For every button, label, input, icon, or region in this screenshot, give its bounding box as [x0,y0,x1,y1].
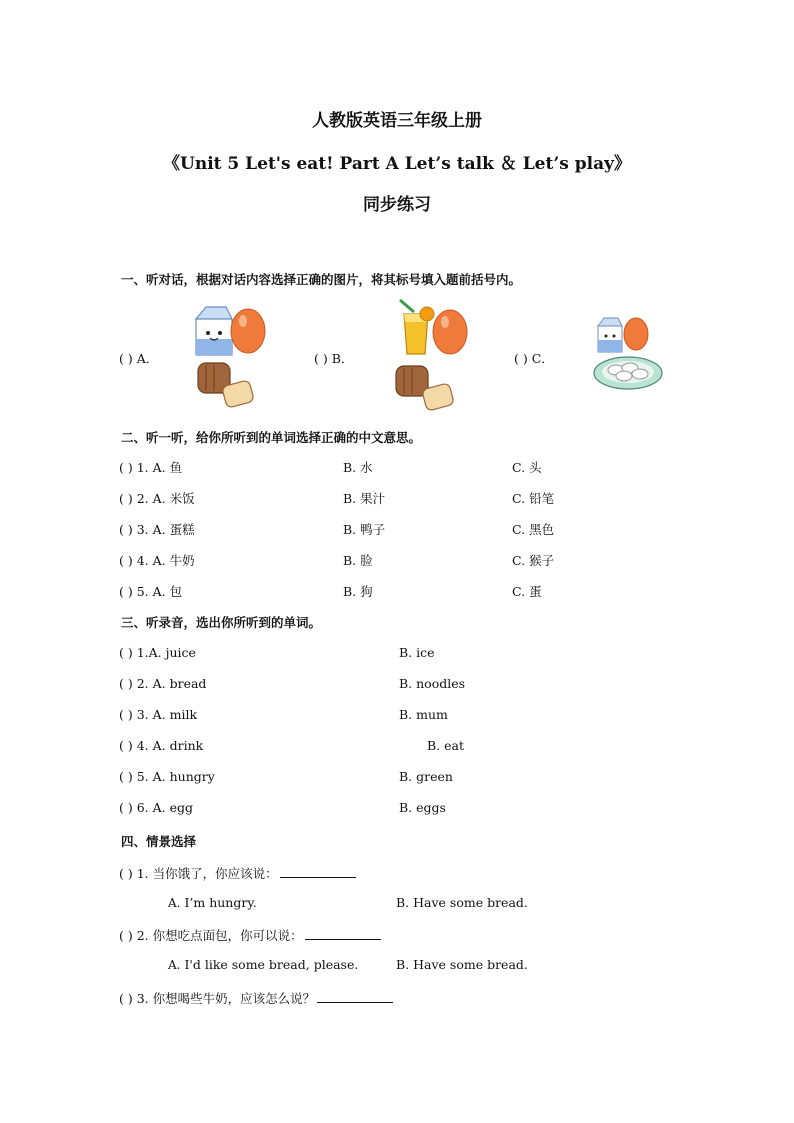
answer-paren[interactable]: ( ) [119,707,133,722]
option-a-text: I’m hungry. [184,895,257,910]
option-a-text: I'd like some bread, please. [184,957,359,972]
option-a [168,895,257,910]
question-text: 3. 你想喝些牛奶，应该怎么说？ [136,991,316,1006]
answer-paren[interactable]: ( ) [119,866,133,881]
option-a: 4. A. drink [136,738,204,753]
question-row [119,458,182,476]
option-b: B. Have some bread. [396,957,528,972]
option-a: 2. A. bread [136,676,207,691]
option-b: B. 果汁 [343,491,386,506]
answer-paren[interactable]: ( ) [119,584,133,599]
question-row [119,926,381,944]
question-row [119,520,195,538]
question-row [119,582,182,600]
question-number: 4. A. [136,553,166,568]
question-number: 2. A. [136,491,166,506]
option-b: B. eat [427,738,465,753]
answer-line[interactable] [280,865,356,878]
option-label: C． [531,351,554,366]
option-c: C. 猴子 [512,553,555,568]
question-text: 2. 你想吃点面包，你可以说： [136,928,303,943]
answer-paren[interactable]: ( ) [119,491,133,506]
option-a: 1.A. juice [136,645,196,660]
question-row [119,738,203,753]
option-b: B. ice [399,645,435,660]
option-a: 蛋糕 [169,522,195,537]
option-c: C. 黑色 [512,522,555,537]
option-a: 6. A. egg [136,800,193,815]
picture-option-c [594,316,666,391]
question-row [119,707,197,722]
question-row [119,489,195,507]
question-row [119,551,195,569]
answer-line[interactable] [317,990,393,1003]
option-b: B. 水 [343,460,373,475]
answer-paren[interactable]: ( ) [119,991,133,1006]
option-c: C. 蛋 [512,584,542,599]
option-b: B. mum [399,707,448,722]
egg-icon [624,318,648,350]
question-row [119,864,356,882]
answer-paren: ( ) [119,351,133,366]
answer-paren[interactable]: ( ) [119,738,133,753]
picture-option-a [192,305,272,410]
answer-paren[interactable]: ( ) [119,676,133,691]
option-a: 5. A. hungry [136,769,215,784]
milk-carton-icon [598,318,622,352]
option-a [168,957,358,972]
question-number: 3. A. [136,522,166,537]
answer-blank-1b[interactable] [314,349,353,367]
answer-paren[interactable]: ( ) [119,800,133,815]
answer-blank-1c[interactable] [514,349,554,367]
option-a: 3. A. milk [136,707,198,722]
answer-paren[interactable]: ( ) [119,928,133,943]
option-a-letter: A. [168,896,181,910]
section-1-heading: 一、听对话，根据对话内容选择正确的图片，将其标号填入题前括号内。 [121,272,522,287]
option-b: B. 狗 [343,584,373,599]
document-title: 人教版英语三年级上册 [312,111,482,131]
bread-icon [198,363,254,408]
option-a: 鱼 [169,460,183,475]
question-number: 1. A. [136,460,166,475]
option-c: C. 铅笔 [512,491,555,506]
answer-paren[interactable]: ( ) [119,460,133,475]
answer-paren: ( ) [314,351,328,366]
question-row [119,645,196,660]
answer-paren[interactable]: ( ) [119,522,133,537]
option-label: B． [331,351,354,366]
option-a-letter: A. [168,958,181,972]
picture-option-b [394,300,474,415]
section-4-heading: 四、情景选择 [121,834,197,849]
answer-blank-1a[interactable] [119,349,158,367]
option-label: A． [136,351,159,366]
option-a: 牛奶 [169,553,195,568]
egg-icon [433,310,467,354]
option-c: C. 头 [512,460,542,475]
question-row [119,769,215,784]
question-number: 5. A. [136,584,166,599]
option-b: B. noodles [399,676,466,691]
answer-line[interactable] [305,927,381,940]
question-row [119,676,206,691]
bread-icon [396,366,454,411]
option-b: B. eggs [399,800,446,815]
milk-carton-icon [196,307,232,355]
answer-paren[interactable]: ( ) [119,553,133,568]
answer-paren: ( ) [514,351,528,366]
document-subtitle: 《Unit 5 Let's eat! Part A Let’s talk ＆ Let’s play》 [163,154,631,174]
question-row [119,989,393,1007]
egg-icon [231,309,265,353]
dumplings-plate-icon [594,357,662,389]
answer-paren[interactable]: ( ) [119,645,133,660]
option-b: B. Have some bread. [396,895,528,910]
option-b: B. green [399,769,453,784]
answer-paren[interactable]: ( ) [119,769,133,784]
question-row [119,800,193,815]
option-a: 包 [169,584,183,599]
question-text: 1. 当你饿了，你应该说： [136,866,278,881]
option-b: B. 鸭子 [343,522,386,537]
option-a: 米饭 [169,491,195,506]
document-heading-exercise: 同步练习 [363,195,431,215]
section-2-heading: 二、听一听，给你所听到的单词选择正确的中文意思。 [121,430,422,445]
juice-glass-icon [400,300,434,354]
option-b: B. 脸 [343,553,373,568]
section-3-heading: 三、听录音，选出你所听到的单词。 [121,615,322,630]
